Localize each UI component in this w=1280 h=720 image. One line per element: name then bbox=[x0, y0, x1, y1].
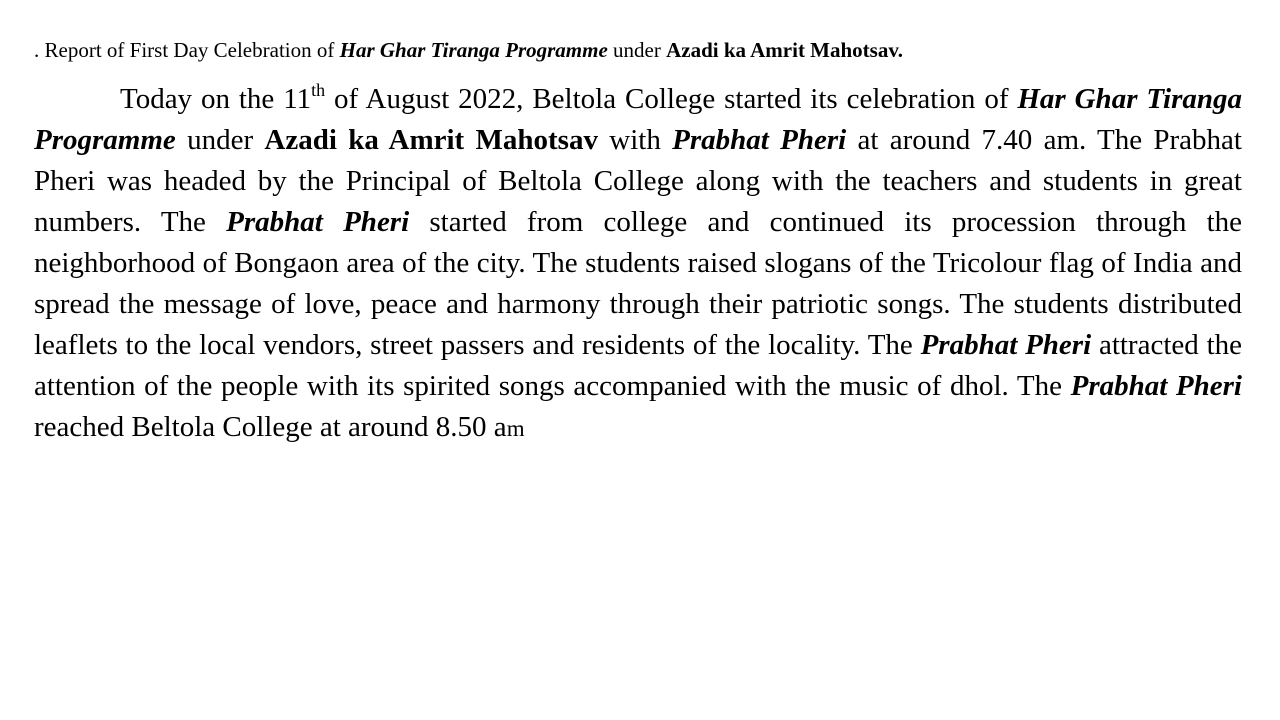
body-text-s7: attracted the attention of the people with its spirited songs accompanied with the music of dhol. The bbox=[34, 329, 1242, 402]
prabhat-pheri-term: Prabhat Pheri bbox=[920, 329, 1092, 361]
body-text-s6: started from college and continued its procession through the neighborhood of Bongaon area of the city. The students raised slogans of the Tricolour flag of India and spread the message of love, peace and harmony through their patriotic songs. The students distributed leaflets to the local vendors, street passers and residents of the locality. The bbox=[34, 206, 1243, 361]
heading-prefix: . Report of First Day Celebration of bbox=[34, 38, 340, 62]
body-text-s5: at around 7.40 am. The Prabhat Pheri was headed by the Principal of Beltola College along with the teachers and students in great numbers. The bbox=[34, 124, 1242, 238]
prabhat-pheri-term: Prabhat Pheri bbox=[226, 206, 410, 238]
body-text-tail: m bbox=[506, 416, 525, 441]
report-heading bbox=[34, 36, 1244, 64]
prabhat-pheri-term: Prabhat Pheri bbox=[672, 124, 847, 156]
body-text-s3: under bbox=[175, 124, 265, 156]
heading-campaign-name: Azadi ka Amrit Mahotsav. bbox=[666, 38, 903, 62]
ordinal-suffix: th bbox=[311, 80, 326, 100]
body-text-s8: reached Beltola College at around 8.50 a bbox=[34, 411, 507, 443]
body-text-s4: with bbox=[597, 124, 673, 156]
programme-name: Har Ghar Tiranga Programme bbox=[34, 83, 1242, 156]
prabhat-pheri-term: Prabhat Pheri bbox=[1070, 370, 1242, 402]
body-text-s1: Today on the 11 bbox=[120, 83, 312, 115]
body-text-s2: of August 2022, Beltola College started its celebration of bbox=[325, 83, 1018, 115]
campaign-name: Azadi ka Amrit Mahotsav bbox=[264, 124, 598, 156]
heading-under: under bbox=[607, 38, 667, 62]
report-body-paragraph bbox=[34, 79, 1242, 449]
heading-programme-name: Har Ghar Tiranga Programme bbox=[339, 38, 608, 62]
